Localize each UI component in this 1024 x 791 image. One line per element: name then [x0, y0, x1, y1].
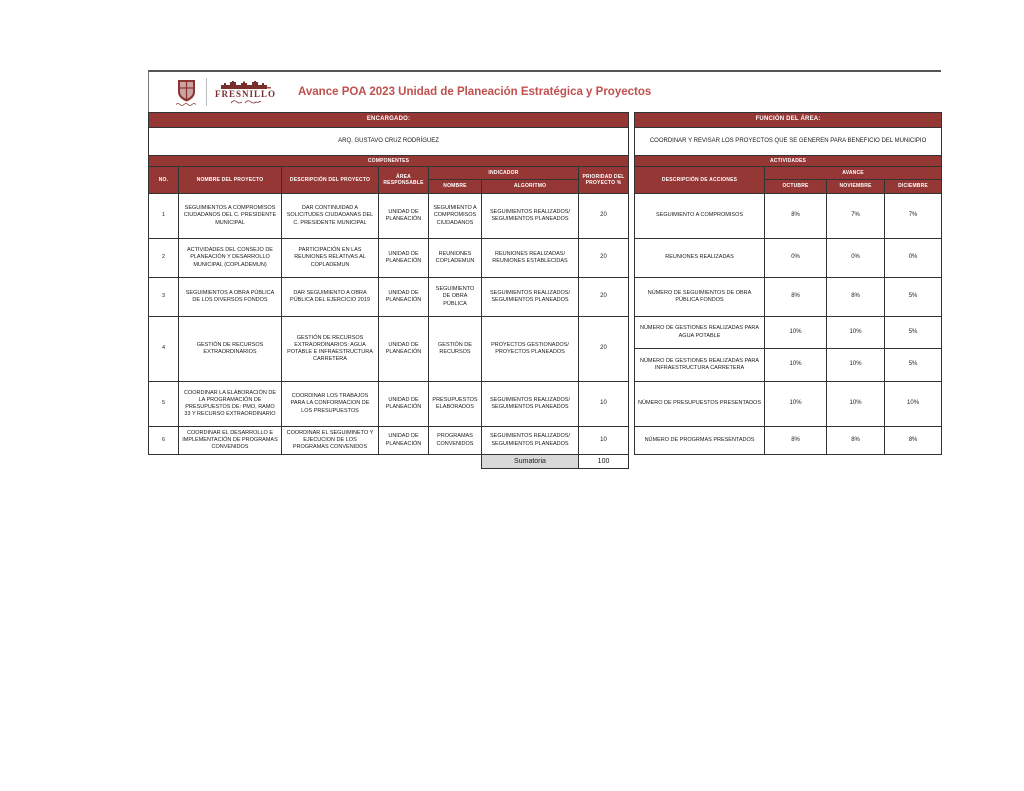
cell-avance-noviembre: 10% [827, 349, 885, 382]
cell-nombre-proyecto: SEGUIMIENTOS A OBRA PÚBLICA DE LOS DIVERSOS FONDOS [179, 278, 282, 317]
cell-indicador-nombre: PROGRAMAS CONVENIDOS [429, 427, 482, 455]
col-header-octubre: OCTUBRE [765, 180, 827, 194]
cell-algoritmo: PROYECTOS GESTIONADOS/ PROYECTOS PLANEADOS [482, 317, 579, 382]
funcion-value: COORDINAR Y REVISAR LOS PROYECTOS QUE SE GENEREN PARA BENEFICIO DEL MUNICIPIO [635, 128, 942, 156]
cell-algoritmo: SEGUIMIENTOS REALIZADOS/ SEGUIMIENTOS PLANEADOS [482, 382, 579, 427]
section-value-row [149, 128, 942, 156]
cell-descripcion-proyecto: COORDINAR EL SEGUIMINETO Y EJECUCION DE LOS PROGRAMAS CONVENIDOS [282, 427, 379, 455]
cell-avance-diciembre: 5% [885, 278, 942, 317]
cell-descripcion-proyecto: DAR SEGUIMIENTO A OBRA PÚBLICA DEL EJERCICIO 2019 [282, 278, 379, 317]
cell-avance-noviembre: 10% [827, 382, 885, 427]
componentes-header: COMPONENTES [149, 156, 629, 167]
cell-avance-diciembre: 7% [885, 194, 942, 239]
cell-algoritmo: SEGUIMIENTOS REALIZADOS/ SEGUIMIENTOS PLANEADOS [482, 194, 579, 239]
cell-avance-noviembre: 10% [827, 317, 885, 349]
cell-descripcion-acciones: NÚMERO DE PRESUPUESTOS PRESENTADOS [635, 382, 765, 427]
col-header-algoritmo: ALGORITMO [482, 180, 579, 194]
cell-descripcion-acciones: NÚMERO DE GESTIONES REALIZADAS PARA AGUA POTABLE [635, 317, 765, 349]
encargado-value: ARQ. GUSTAVO CRUZ RODRÍGUEZ [149, 128, 629, 156]
cell-no: 4 [149, 317, 179, 382]
cell-descripcion-acciones: SEGUIMIENTO A COMPROMISOS [635, 194, 765, 239]
cell-prioridad: 20 [579, 239, 629, 278]
table-row [149, 278, 942, 317]
cell-descripcion-proyecto: GESTIÓN DE RECURSOS EXTRAORDINARIOS: AGUA POTABLE E INFRAESTRUCTURA CARRETERA [282, 317, 379, 382]
cell-avance-octubre: 10% [765, 317, 827, 349]
cell-no: 1 [149, 194, 179, 239]
col-header-noviembre: NOVIEMBRE [827, 180, 885, 194]
document-title: Avance POA 2023 Unidad de Planeación Estratégica y Proyectos [298, 86, 652, 98]
cell-avance-octubre: 8% [765, 194, 827, 239]
cell-indicador-nombre: SEGUIMIENTO A COMPROMISOS CIUDADANOS [429, 194, 482, 239]
cell-avance-diciembre: 8% [885, 427, 942, 455]
cell-area-responsable: UNIDAD DE PLANEACIÓN [379, 382, 429, 427]
building-silhouette-icon [219, 80, 273, 89]
cell-algoritmo: REUNIONES REALIZADAS/ REUNIONES ESTABLECIDAS [482, 239, 579, 278]
cell-area-responsable: UNIDAD DE PLANEACIÓN [379, 194, 429, 239]
cell-area-responsable: UNIDAD DE PLANEACIÓN [379, 427, 429, 455]
cell-prioridad: 20 [579, 278, 629, 317]
table-row [149, 239, 942, 278]
cell-descripcion-acciones: NÚMERO DE SEGUIMIENTOS DE OBRA PÚBLICA FONDOS [635, 278, 765, 317]
cell-avance-noviembre: 8% [827, 278, 885, 317]
table-row [149, 382, 942, 427]
col-header-indicador-nombre: NOMBRE [429, 180, 482, 194]
cell-area-responsable: UNIDAD DE PLANEACIÓN [379, 278, 429, 317]
funcion-header: FUNCIÓN DEL ÁREA: [635, 113, 942, 128]
cell-avance-octubre: 8% [765, 278, 827, 317]
cell-avance-octubre: 0% [765, 239, 827, 278]
col-header-descripcion-acciones: DESCRIPCIÓN DE ACCIONES [635, 167, 765, 194]
cell-descripcion-acciones: NÚMERO DE GESTIONES REALIZADAS PARA INFRAESTRUCTURA CARRETERA [635, 349, 765, 382]
table-row [149, 194, 942, 239]
cell-avance-diciembre: 10% [885, 382, 942, 427]
cell-avance-noviembre: 0% [827, 239, 885, 278]
cell-no: 2 [149, 239, 179, 278]
crest-motto-script [175, 102, 197, 106]
col-header-diciembre: DICIEMBRE [885, 180, 942, 194]
sumatoria-value: 100 [579, 455, 629, 469]
table-row [149, 427, 942, 455]
col-header-area-responsable: ÁREA RESPONSABLE [379, 167, 429, 194]
sumatoria-spacer [149, 455, 482, 469]
cell-no: 5 [149, 382, 179, 427]
cell-indicador-nombre: SEGUIMIENTO DE OBRA PÚBLICA [429, 278, 482, 317]
cell-avance-octubre: 10% [765, 349, 827, 382]
cell-descripcion-proyecto: DAR CONTINUIDAD A SOLICITUDES CIUDADANAS DEL C. PRESIDENTE MUNICIPAL [282, 194, 379, 239]
cell-algoritmo: SEGUIMIENTOS REALIZADOS/ SEGUIMIENTOS PLANEADOS [482, 278, 579, 317]
sumatoria-row [149, 455, 942, 469]
col-header-prioridad: PRIORIDAD DEL PROYECTO % [579, 167, 629, 194]
cell-nombre-proyecto: COORDINAR LA ELABORACIÓN DE LA PROGRAMACIÓN DE PRESUPUESTOS DE: PMO, RAMO 33 Y RECURSO EXTRAORDINARIO [179, 382, 282, 427]
cell-nombre-proyecto: SEGUIMIENTOS A COMPROMISOS CIUDADANOS DEL C. PRESIDENTE MUNICIPAL [179, 194, 282, 239]
col-header-avance: AVANCE [765, 167, 942, 180]
cell-avance-noviembre: 7% [827, 194, 885, 239]
cell-no: 3 [149, 278, 179, 317]
logo-divider [206, 78, 207, 106]
fresnillo-logo-text: FRESNILLO [215, 88, 277, 99]
cell-prioridad: 10 [579, 427, 629, 455]
cell-algoritmo: SEGUIMIENTOS REALIZADOS/ SEGUIMIENTOS PLANEADOS [482, 427, 579, 455]
cell-avance-diciembre: 5% [885, 349, 942, 382]
cell-avance-diciembre: 0% [885, 239, 942, 278]
cell-area-responsable: UNIDAD DE PLANEACIÓN [379, 317, 429, 382]
col-header-nombre-proyecto: NOMBRE DEL PROYECTO [179, 167, 282, 194]
cell-no: 6 [149, 427, 179, 455]
cell-prioridad: 20 [579, 317, 629, 382]
title-strip [148, 70, 941, 112]
section-label-row [149, 113, 942, 128]
logo-script [229, 99, 263, 105]
cell-indicador-nombre: PRESUPUESTOS ELABORADOS [429, 382, 482, 427]
cell-prioridad: 20 [579, 194, 629, 239]
group-label-row [149, 156, 942, 167]
table-row [149, 317, 942, 349]
cell-descripcion-proyecto: COORDINAR LOS TRABAJOS PARA LA CONFORMACION DE LOS PRESUPUESTOS [282, 382, 379, 427]
sumatoria-label: Sumatoria [482, 455, 579, 469]
crest-icon [177, 79, 196, 102]
cell-nombre-proyecto: ACTIVIDADES DEL CONSEJO DE PLANEACIÓN Y DESARROLLO MUNICIPAL (COPLADEMUN) [179, 239, 282, 278]
cell-indicador-nombre: REUNIONES COPLADEMUN [429, 239, 482, 278]
municipal-crest-logo [175, 79, 197, 106]
col-header-no: NO. [149, 167, 179, 194]
cell-prioridad: 10 [579, 382, 629, 427]
cell-avance-noviembre: 8% [827, 427, 885, 455]
col-header-indicador: INDICADOR [429, 167, 579, 180]
cell-avance-diciembre: 5% [885, 317, 942, 349]
sumatoria-spacer [635, 455, 942, 469]
cell-nombre-proyecto: COORDINAR EL DESARROLLO E IMPLEMENTACIÓN DE PROGRAMAS CONVENIDOS [179, 427, 282, 455]
cell-nombre-proyecto: GESTIÓN DE RECURSOS EXTRAORDINARIOS [179, 317, 282, 382]
document-sheet [148, 70, 941, 469]
cell-descripcion-acciones: REUNIONES REALIZADAS [635, 239, 765, 278]
fresnillo-logo [215, 80, 276, 105]
actividades-header: ACTIVIDADES [635, 156, 942, 167]
poa-table [148, 112, 942, 469]
cell-indicador-nombre: GESTIÓN DE RECURSOS [429, 317, 482, 382]
cell-avance-octubre: 8% [765, 427, 827, 455]
cell-area-responsable: UNIDAD DE PLANEACIÓN [379, 239, 429, 278]
cell-avance-octubre: 10% [765, 382, 827, 427]
col-header-descripcion-proyecto: DESCRIPCIÓN DEL PROYECTO [282, 167, 379, 194]
cell-descripcion-proyecto: PARTICIPACIÓN EN LAS REUNIONES RELATIVAS AL COPLADEMUN [282, 239, 379, 278]
cell-descripcion-acciones: NÚMERO DE PROGRMAS PRESENTADOS [635, 427, 765, 455]
column-header-row-1 [149, 167, 942, 180]
encargado-header: ENCARGADO: [149, 113, 629, 128]
